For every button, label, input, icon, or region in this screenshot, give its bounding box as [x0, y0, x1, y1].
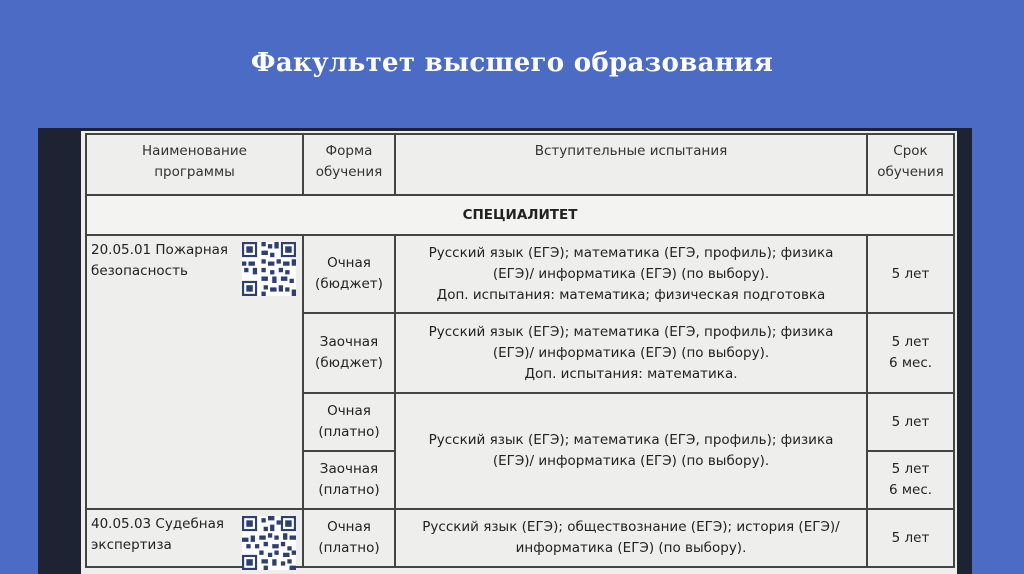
term-cell: 5 лет 6 мес. [867, 313, 954, 393]
section-title: СПЕЦИАЛИТЕТ [86, 195, 954, 235]
qr-code-icon[interactable] [242, 242, 296, 296]
exams-cell: Русский язык (ЕГЭ); обществознание (ЕГЭ); история (ЕГЭ)/ информатика (ЕГЭ) (по выбору). [395, 509, 867, 567]
form-cell: Очная (бюджет) [303, 235, 395, 313]
program-cell: 40.05.03 Судебная экспертиза [86, 509, 303, 567]
form-cell: Очная (платно) [303, 509, 395, 567]
section-row [86, 195, 954, 235]
form-cell: Очная (платно) [303, 393, 395, 451]
exams-cell: Русский язык (ЕГЭ); математика (ЕГЭ, профиль); физика (ЕГЭ)/ информатика (ЕГЭ) (по выбору). [395, 393, 867, 509]
term-cell: 5 лет [867, 509, 954, 567]
exams-cell: Русский язык (ЕГЭ); математика (ЕГЭ, профиль); физика (ЕГЭ)/ информатика (ЕГЭ) (по выбору). Доп. испытания: математика. [395, 313, 867, 393]
term-cell: 5 лет 6 мес. [867, 451, 954, 509]
header-term: Срок обучения [867, 134, 954, 195]
header-exams: Вступительные испытания [395, 134, 867, 195]
admissions-table [85, 133, 955, 568]
form-cell: Заочная (платно) [303, 451, 395, 509]
term-cell: 5 лет [867, 393, 954, 451]
exams-cell: Русский язык (ЕГЭ); математика (ЕГЭ, профиль); физика (ЕГЭ)/ информатика (ЕГЭ) (по выбору). Доп. испытания: математика; физическая подготовка [395, 235, 867, 313]
form-cell: Заочная (бюджет) [303, 313, 395, 393]
table-header-row [86, 134, 954, 195]
header-form: Форма обучения [303, 134, 395, 195]
header-program: Наименование программы [86, 134, 303, 195]
program-cell: 20.05.01 Пожарная безопасность [86, 235, 303, 509]
qr-code-icon[interactable] [242, 516, 296, 570]
table-row [86, 509, 954, 567]
table-row [86, 235, 954, 313]
term-cell: 5 лет [867, 235, 954, 313]
slide-title: Факультет высшего образования [250, 48, 774, 78]
